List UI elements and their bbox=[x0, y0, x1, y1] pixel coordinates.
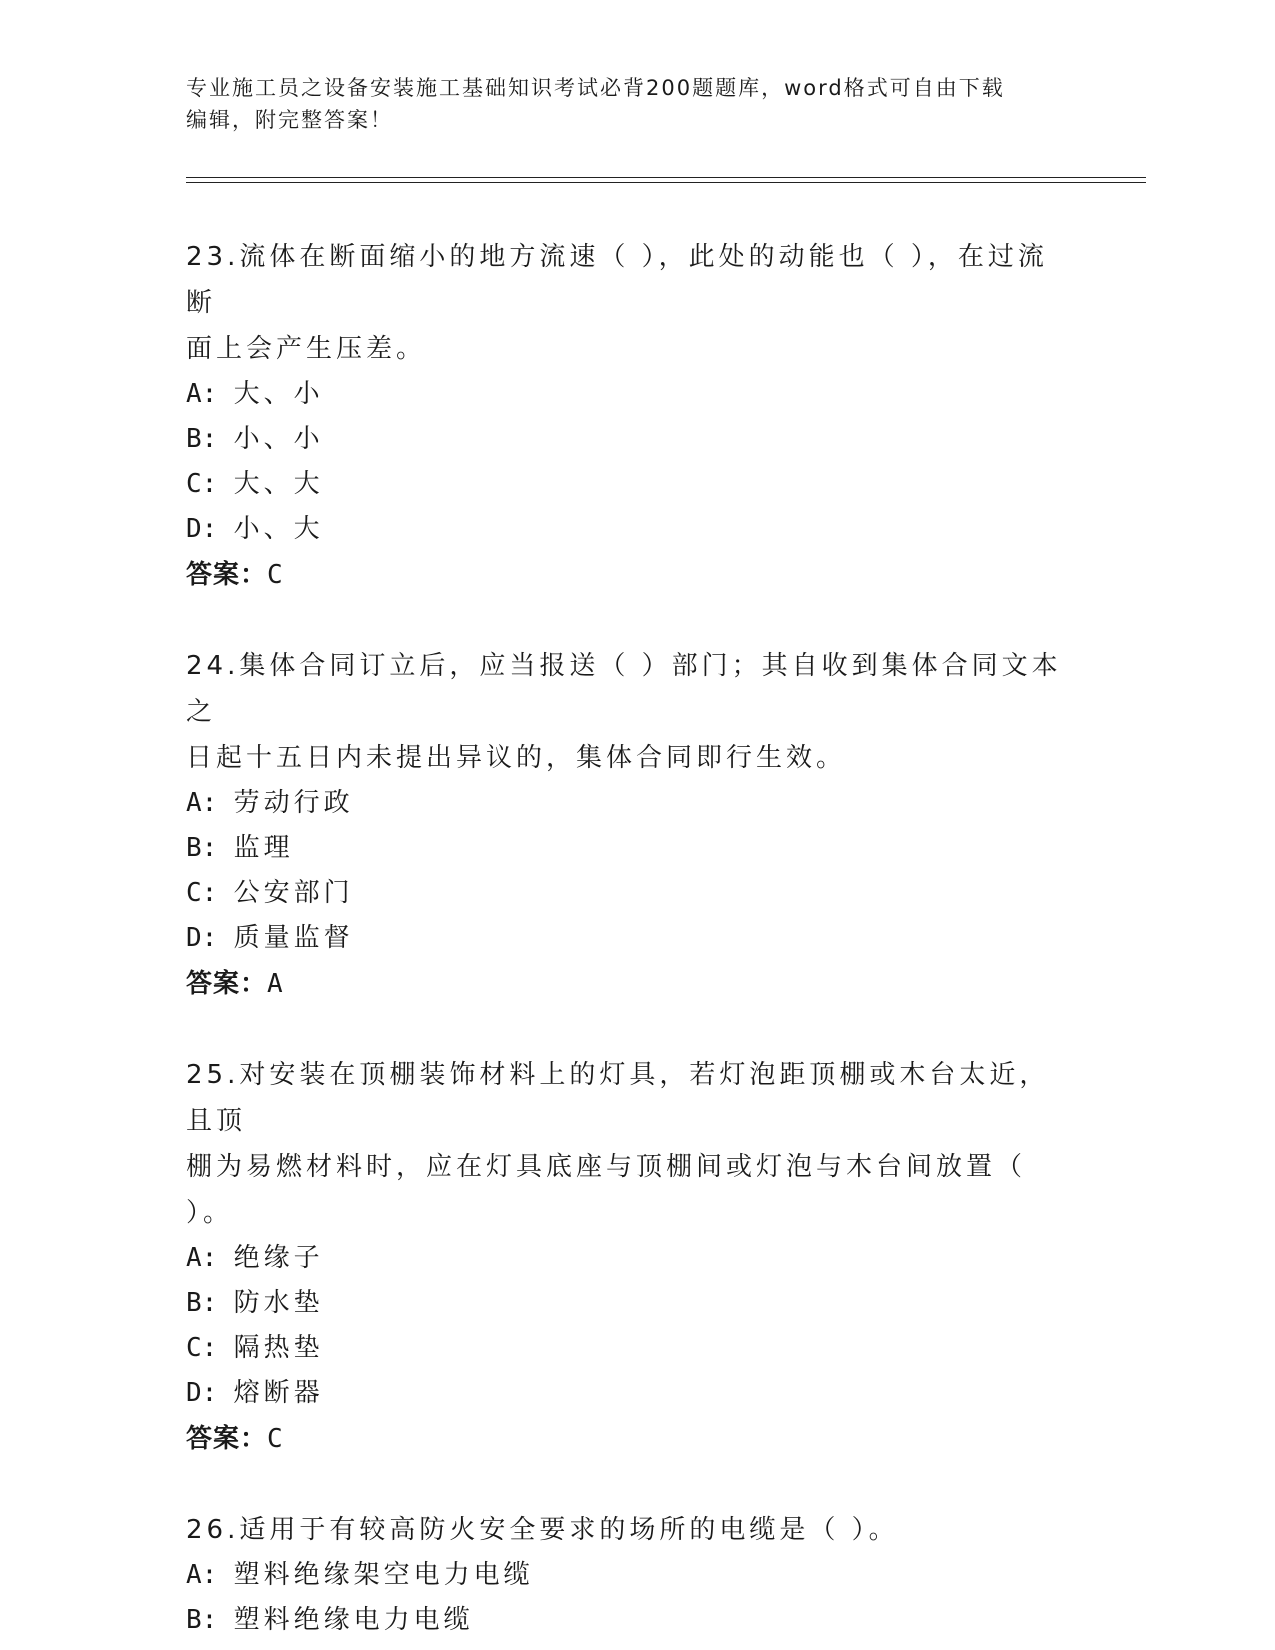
option-letter: C: bbox=[186, 878, 218, 908]
option-d bbox=[186, 916, 1066, 961]
option-d bbox=[186, 507, 1066, 552]
option-text: 绝缘子 bbox=[233, 1243, 324, 1273]
option-text: 小、大 bbox=[233, 514, 324, 544]
answer-label: 答案： bbox=[186, 560, 268, 590]
option-text: 塑料绝缘电力电缆 bbox=[233, 1605, 474, 1635]
question-stem-line: 26.适用于有较高防火安全要求的场所的电缆是（ ）。 bbox=[186, 1515, 899, 1545]
question-stem-line: 23.流体在断面缩小的地方流速（ ），此处的动能也（ ），在过流断 bbox=[186, 242, 1048, 318]
option-text: 劳动行政 bbox=[233, 788, 354, 818]
option-letter: A: bbox=[186, 1560, 218, 1590]
question-stem-line: 日起十五日内未提出异议的，集体合同即行生效。 bbox=[186, 743, 847, 773]
option-letter: A: bbox=[186, 1243, 218, 1273]
question-stem-line: 棚为易燃材料时，应在灯具底座与顶棚间或灯泡与木台间放置（ ）。 bbox=[186, 1152, 1027, 1228]
option-text: 质量监督 bbox=[233, 923, 354, 953]
question-stem-line: 25.对安装在顶棚装饰材料上的灯具，若灯泡距顶棚或木台太近，且顶 bbox=[186, 1060, 1050, 1136]
question-26 bbox=[186, 1507, 1066, 1643]
option-c bbox=[186, 1326, 1066, 1371]
answer-value: C bbox=[267, 560, 284, 590]
option-text: 熔断器 bbox=[233, 1378, 324, 1408]
header-divider-top bbox=[186, 177, 1146, 178]
question-list bbox=[186, 234, 1066, 1643]
answer-label: 答案： bbox=[186, 1424, 268, 1454]
option-b bbox=[186, 826, 1066, 871]
option-text: 小、小 bbox=[233, 424, 324, 454]
option-b bbox=[186, 417, 1066, 462]
option-letter: B: bbox=[186, 833, 218, 863]
question-stem-line: 24.集体合同订立后，应当报送（ ）部门；其自收到集体合同文本之 bbox=[186, 651, 1062, 727]
option-a bbox=[186, 372, 1066, 417]
option-text: 公安部门 bbox=[233, 878, 354, 908]
answer-value: C bbox=[267, 1424, 284, 1454]
option-c bbox=[186, 462, 1066, 507]
option-b bbox=[186, 1281, 1066, 1326]
option-letter: B: bbox=[186, 424, 218, 454]
question-23 bbox=[186, 234, 1066, 598]
option-d bbox=[186, 1371, 1066, 1416]
option-letter: C: bbox=[186, 1333, 218, 1363]
option-letter: A: bbox=[186, 788, 218, 818]
option-text: 大、大 bbox=[233, 469, 324, 499]
document-header bbox=[186, 72, 1066, 136]
option-b bbox=[186, 1598, 1066, 1643]
option-text: 监理 bbox=[233, 833, 294, 863]
option-a bbox=[186, 1553, 1066, 1598]
option-text: 隔热垫 bbox=[233, 1333, 324, 1363]
option-letter: D: bbox=[186, 923, 218, 953]
option-letter: D: bbox=[186, 514, 218, 544]
option-letter: B: bbox=[186, 1605, 218, 1635]
header-line-2: 编辑，附完整答案！ bbox=[186, 108, 393, 132]
option-c bbox=[186, 871, 1066, 916]
answer-line bbox=[186, 961, 1066, 1007]
option-a bbox=[186, 781, 1066, 826]
answer-label: 答案： bbox=[186, 969, 268, 999]
question-25 bbox=[186, 1052, 1066, 1462]
option-text: 大、小 bbox=[233, 379, 324, 409]
option-letter: C: bbox=[186, 469, 218, 499]
option-text: 塑料绝缘架空电力电缆 bbox=[233, 1560, 534, 1590]
option-letter: D: bbox=[186, 1378, 218, 1408]
option-text: 防水垫 bbox=[233, 1288, 324, 1318]
question-24 bbox=[186, 643, 1066, 1007]
option-letter: A: bbox=[186, 379, 218, 409]
answer-line bbox=[186, 552, 1066, 598]
option-letter: B: bbox=[186, 1288, 218, 1318]
header-line-1: 专业施工员之设备安装施工基础知识考试必背200题题库，word格式可自由下载 bbox=[186, 76, 1005, 100]
question-stem-line: 面上会产生压差。 bbox=[186, 334, 427, 364]
header-divider-bottom bbox=[186, 182, 1146, 183]
answer-value: A bbox=[267, 969, 284, 999]
answer-line bbox=[186, 1416, 1066, 1462]
option-a bbox=[186, 1236, 1066, 1281]
